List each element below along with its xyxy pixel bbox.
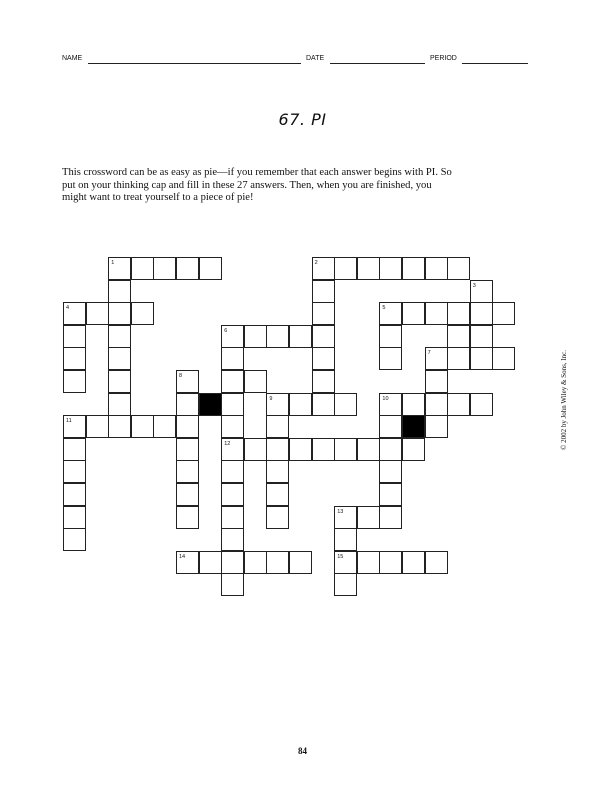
crossword-cell[interactable] — [312, 325, 335, 348]
crossword-cell[interactable] — [470, 347, 493, 370]
crossword-cell[interactable] — [492, 302, 515, 325]
crossword-cell[interactable] — [108, 280, 131, 303]
crossword-cell[interactable] — [199, 551, 222, 574]
crossword-cell[interactable] — [312, 438, 335, 461]
clue-number: 13 — [337, 508, 344, 515]
crossword-cell[interactable] — [108, 325, 131, 348]
black-square — [199, 393, 222, 416]
page-number: 84 — [298, 746, 307, 756]
instructions-line: might want to treat yourself to a piece of pie! — [62, 192, 254, 204]
crossword-cell[interactable] — [334, 438, 357, 461]
clue-number: 15 — [337, 553, 344, 560]
crossword-cell[interactable] — [153, 257, 176, 280]
crossword-cell[interactable] — [221, 393, 244, 416]
crossword-cell[interactable] — [447, 325, 470, 348]
crossword-cell[interactable] — [379, 257, 402, 280]
crossword-cell[interactable] — [63, 483, 86, 506]
crossword-cell[interactable] — [289, 551, 312, 574]
crossword-cell[interactable] — [379, 347, 402, 370]
crossword-cell[interactable] — [447, 302, 470, 325]
crossword-cell[interactable] — [402, 438, 425, 461]
copyright-text: © 2002 by John Wiley & Sons, Inc. — [560, 350, 568, 450]
crossword-cell[interactable] — [63, 528, 86, 551]
crossword-cell[interactable] — [131, 257, 154, 280]
crossword-cell[interactable] — [334, 393, 357, 416]
crossword-cell[interactable] — [379, 325, 402, 348]
crossword-cell[interactable] — [63, 438, 86, 461]
crossword-cell[interactable] — [153, 415, 176, 438]
crossword-cell[interactable] — [334, 573, 357, 596]
crossword-cell[interactable] — [221, 483, 244, 506]
crossword-cell[interactable] — [357, 257, 380, 280]
crossword-cell[interactable] — [289, 438, 312, 461]
crossword-cell[interactable] — [312, 393, 335, 416]
crossword-cell[interactable] — [447, 257, 470, 280]
crossword-cell[interactable] — [176, 438, 199, 461]
clue-number: 10 — [382, 395, 389, 402]
crossword-cell[interactable] — [266, 438, 289, 461]
crossword-cell[interactable] — [470, 302, 493, 325]
crossword-cell[interactable] — [312, 280, 335, 303]
crossword-cell[interactable] — [108, 415, 131, 438]
crossword-cell[interactable] — [266, 483, 289, 506]
crossword-cell[interactable] — [379, 506, 402, 529]
crossword-cell[interactable] — [289, 393, 312, 416]
clue-number: 8 — [179, 373, 183, 379]
crossword-cell[interactable] — [176, 483, 199, 506]
date-label: DATE — [306, 55, 325, 62]
crossword-cell[interactable] — [221, 573, 244, 596]
page-title: 67. PI — [278, 110, 327, 129]
crossword-cell[interactable] — [312, 370, 335, 393]
clue-number: 7 — [427, 350, 431, 357]
crossword-cell[interactable] — [131, 415, 154, 438]
crossword-cell[interactable] — [63, 370, 86, 393]
crossword-cell[interactable] — [176, 415, 199, 438]
crossword-cell[interactable] — [289, 325, 312, 348]
crossword-cell[interactable] — [379, 483, 402, 506]
crossword-cell[interactable] — [402, 551, 425, 574]
crossword-cell[interactable] — [266, 415, 289, 438]
crossword-cell[interactable] — [425, 551, 448, 574]
crossword-cell[interactable] — [447, 393, 470, 416]
crossword-cell[interactable] — [425, 415, 448, 438]
clue-number: 4 — [66, 305, 70, 312]
instructions-line: put on your thinking cap and fill in these 27 answers. Then, when you are finished, you — [62, 179, 432, 191]
crossword-cell[interactable] — [402, 302, 425, 325]
instructions-line: This crossword can be as easy as pie—if you remember that each answer begins with PI. So — [62, 167, 452, 178]
crossword-cell[interactable] — [266, 551, 289, 574]
crossword-cell[interactable] — [63, 347, 86, 370]
crossword-cell[interactable] — [425, 370, 448, 393]
crossword-cell[interactable] — [402, 393, 425, 416]
crossword-cell[interactable] — [312, 302, 335, 325]
clue-number: 2 — [314, 260, 318, 266]
crossword-cell[interactable] — [357, 438, 380, 461]
name-label: NAME — [62, 55, 83, 62]
clue-number: 12 — [224, 440, 231, 447]
crossword-cell[interactable] — [176, 460, 199, 483]
crossword-cell[interactable] — [244, 551, 267, 574]
crossword-cell[interactable] — [221, 528, 244, 551]
crossword-cell[interactable] — [176, 393, 199, 416]
black-square — [402, 415, 425, 438]
crossword-cell[interactable] — [176, 257, 199, 280]
clue-number: 9 — [269, 395, 273, 402]
crossword-cell[interactable] — [447, 347, 470, 370]
crossword-cell[interactable] — [334, 528, 357, 551]
crossword-cell[interactable] — [425, 393, 448, 416]
crossword-cell[interactable] — [334, 257, 357, 280]
crossword-cell[interactable] — [86, 302, 109, 325]
crossword-cell[interactable] — [108, 302, 131, 325]
crossword-cell[interactable] — [470, 325, 493, 348]
crossword-cell[interactable] — [131, 302, 154, 325]
crossword-cell[interactable] — [176, 506, 199, 529]
clue-number: 5 — [382, 305, 386, 312]
crossword-cell[interactable] — [221, 415, 244, 438]
crossword-cell[interactable] — [63, 460, 86, 483]
crossword-cell[interactable] — [108, 393, 131, 416]
crossword-cell[interactable] — [379, 551, 402, 574]
crossword-cell[interactable] — [266, 506, 289, 529]
crossword-cell[interactable] — [379, 415, 402, 438]
crossword-cell[interactable] — [221, 551, 244, 574]
crossword-cell[interactable] — [221, 347, 244, 370]
clue-number: 3 — [472, 282, 476, 289]
crossword-cell[interactable] — [402, 257, 425, 280]
crossword-cell[interactable] — [108, 370, 131, 393]
crossword-cell[interactable] — [379, 438, 402, 461]
clue-number: 14 — [179, 553, 186, 560]
crossword-cell[interactable] — [221, 506, 244, 529]
crossword-cell[interactable] — [266, 325, 289, 348]
crossword-cell[interactable] — [86, 415, 109, 438]
crossword-cell[interactable] — [357, 506, 380, 529]
crossword-cell[interactable] — [108, 347, 131, 370]
period-label: PERIOD — [430, 55, 457, 62]
clue-number: 11 — [66, 418, 72, 425]
crossword-cell[interactable] — [425, 257, 448, 280]
crossword-cell[interactable] — [244, 325, 267, 348]
crossword-cell[interactable] — [63, 506, 86, 529]
crossword-cell[interactable] — [312, 347, 335, 370]
clue-number: 1 — [111, 260, 115, 266]
clue-number: 6 — [224, 327, 228, 334]
crossword-cell[interactable] — [266, 460, 289, 483]
crossword-cell[interactable] — [425, 302, 448, 325]
crossword-cell[interactable] — [244, 370, 267, 393]
crossword-cell[interactable] — [221, 370, 244, 393]
crossword-cell[interactable] — [63, 325, 86, 348]
crossword-cell[interactable] — [221, 460, 244, 483]
crossword-cell[interactable] — [492, 347, 515, 370]
crossword-cell[interactable] — [199, 257, 222, 280]
crossword-cell[interactable] — [357, 551, 380, 574]
crossword-cell[interactable] — [470, 393, 493, 416]
crossword-cell[interactable] — [244, 438, 267, 461]
crossword-cell[interactable] — [379, 460, 402, 483]
